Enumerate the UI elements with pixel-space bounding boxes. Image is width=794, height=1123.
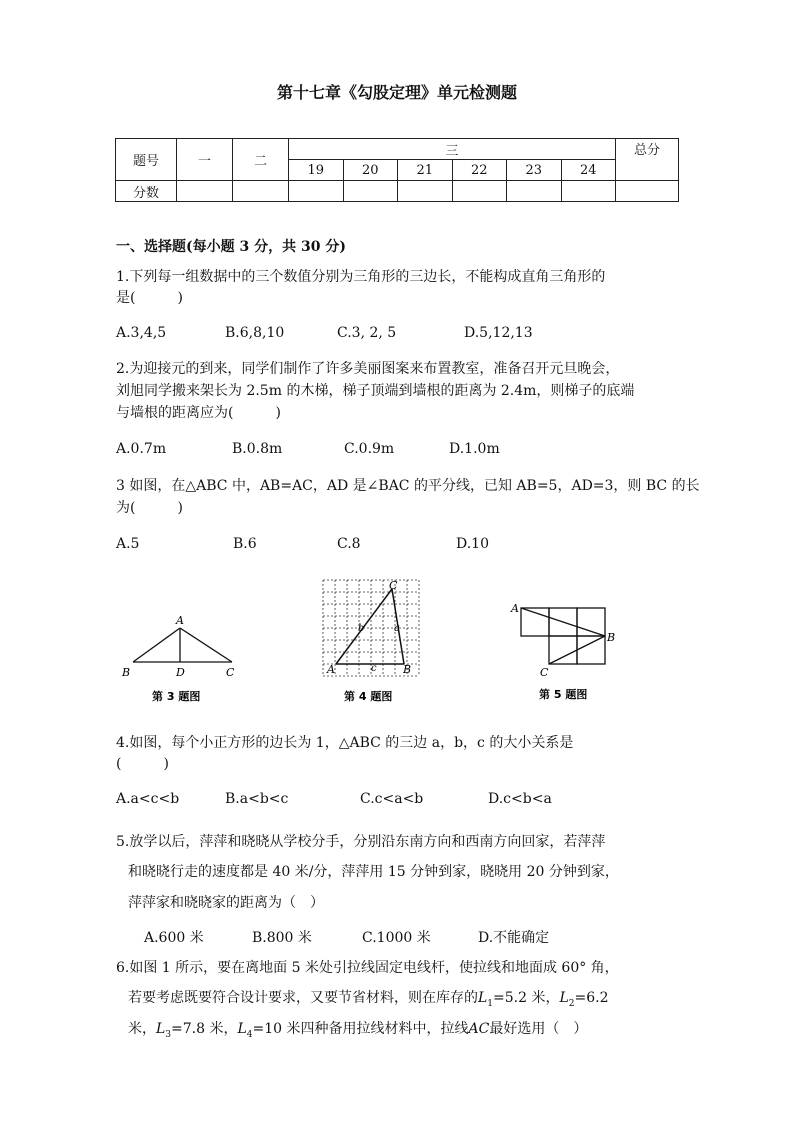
- header-part-2: 二: [233, 139, 289, 181]
- score-cell: [452, 181, 507, 202]
- f4-label-c: C: [389, 579, 398, 592]
- q6-v3: =7.8 米，: [171, 1021, 238, 1037]
- f4-label-b: B: [403, 663, 412, 676]
- f3-label-b: B: [122, 666, 131, 679]
- q2-option-d: D.1.0m: [449, 441, 500, 457]
- q6-line2-text: 若要考虑既要符合设计要求，又要节省材料，则在库存的: [128, 990, 478, 1006]
- score-cell: [616, 181, 679, 202]
- q6-v4: =10 米四种备用拉线材料中，拉线: [252, 1021, 469, 1037]
- page-title: 第十七章《勾股定理》单元检测题: [276, 83, 517, 102]
- score-cell: [289, 181, 344, 202]
- q3-line1: 3 如图，在△ABC 中，AB=AC，AD 是∠BAC 的平分线，已知 AB=5，AD=3，则 BC 的长: [116, 478, 700, 494]
- q4-line1: 4.如图，每个小正方形的边长为 1，△ABC 的三边 a，b，c 的大小关系是: [116, 735, 574, 751]
- q2-option-c: C.0.9m: [344, 441, 395, 457]
- f4-label-c-side: c: [371, 663, 377, 674]
- q2-line2: 刘旭同学搬来架长为 2.5m 的木梯，梯子顶端到墙根的距离为 2.4m，则梯子的底端: [116, 383, 635, 399]
- header-part-1: 一: [177, 139, 233, 181]
- header-q20: 20: [343, 160, 398, 181]
- q6-l3-sub: 3: [165, 1029, 172, 1040]
- row-score-label: 分数: [116, 181, 177, 202]
- figure-5: [510, 602, 615, 701]
- q1-line2: 是( ): [116, 290, 183, 306]
- q4-option-a: A.a<c<b: [116, 791, 180, 807]
- header-q19: 19: [289, 160, 344, 181]
- score-cell: [233, 181, 289, 202]
- q1-line1: 1.下列每一组数据中的三个数值分别为三角形的三边长，不能构成直角三角形的: [116, 269, 606, 285]
- score-cell: [398, 181, 453, 202]
- q5-option-b: B.800 米: [252, 930, 312, 946]
- q5-option-a: A.600 米: [144, 930, 204, 946]
- q6-v2: =6.2: [574, 990, 609, 1006]
- q3-line2: 为( ): [116, 500, 183, 516]
- caption-figure-3: 第 3 题图: [152, 690, 201, 703]
- q6-line1: 6.如图 1 所示，要在离地面 5 米处引拉线固定电线杆，使拉线和地面成 60° 角，: [116, 960, 619, 976]
- header-tihao: 题号: [116, 139, 177, 181]
- q6-l1: L: [478, 990, 488, 1006]
- q4-option-c: C.c<a<b: [360, 791, 424, 807]
- q6-line3: [128, 1019, 587, 1046]
- f5-label-b: B: [607, 631, 616, 644]
- figure-3: [121, 614, 235, 703]
- f5-label-a: A: [511, 602, 519, 615]
- q6-l2-sub: 2: [568, 998, 575, 1009]
- f3-label-d: D: [176, 666, 185, 679]
- q6-l2: L: [559, 990, 569, 1006]
- q6-line3-end: 最好选用（ ）: [489, 1021, 588, 1037]
- q2-option-a: A.0.7m: [116, 441, 167, 457]
- q6-l3: L: [156, 1021, 166, 1037]
- header-q23: 23: [507, 160, 562, 181]
- q4-line2: ( ): [116, 756, 169, 772]
- score-cell: [561, 181, 616, 202]
- header-q21: 21: [398, 160, 453, 181]
- q5-line2: 和晓晓行走的速度都是 40 米/分，萍萍用 15 分钟到家，晓晓用 20 分钟到家，: [128, 864, 619, 880]
- figures-area: [110, 570, 630, 715]
- q6-l1-sub: 1: [487, 998, 494, 1009]
- q6-ac: AC: [468, 1021, 490, 1037]
- q5-line3: 萍萍家和晓晓家的距离为（ ）: [128, 895, 324, 911]
- q5-option-d: D.不能确定: [478, 930, 550, 946]
- f3-label-a: A: [176, 614, 184, 627]
- header-total: 总分: [616, 139, 679, 181]
- score-cell: [507, 181, 562, 202]
- score-cell: [343, 181, 398, 202]
- header-part-3: 三: [289, 139, 616, 160]
- q2-line1: 2.为迎接元的到来，同学们制作了许多美丽图案来布置教室，准备召开元旦晚会，: [116, 361, 620, 377]
- f4-label-b-side: b: [358, 623, 365, 634]
- figure-4: [323, 579, 419, 703]
- q3-option-d: D.10: [456, 536, 489, 552]
- q2-option-b: B.0.8m: [232, 441, 283, 457]
- q6-line2: [128, 988, 609, 1015]
- q6-line3a: 米，: [128, 1021, 156, 1037]
- q3-option-c: C.8: [337, 536, 361, 552]
- section-heading: 一、选择题(每小题 3 分，共 30 分): [116, 239, 346, 255]
- score-table: [115, 138, 679, 202]
- f4-label-a-side: a: [394, 623, 400, 634]
- caption-figure-4: 第 4 题图: [344, 690, 393, 703]
- q1-option-d: D.5,12,13: [464, 325, 533, 341]
- q5-option-c: C.1000 米: [362, 930, 431, 946]
- caption-figure-5: 第 5 题图: [539, 688, 588, 701]
- q3-option-a: A.5: [116, 536, 140, 552]
- header-q24: 24: [561, 160, 616, 181]
- q4-option-b: B.a<b<c: [225, 791, 289, 807]
- q3-option-b: B.6: [233, 536, 257, 552]
- f5-label-c: C: [540, 666, 549, 679]
- q6-l4-sub: 4: [246, 1029, 253, 1040]
- header-q22: 22: [452, 160, 507, 181]
- q1-option-a: A.3,4,5: [116, 325, 167, 341]
- f3-label-c: C: [226, 666, 235, 679]
- q2-line3: 与墙根的距离应为( ): [116, 405, 281, 421]
- q4-option-d: D.c<b<a: [488, 791, 552, 807]
- q6-l4: L: [237, 1021, 247, 1037]
- q1-option-b: B.6,8,10: [225, 325, 285, 341]
- q1-option-c: C.3, 2, 5: [337, 325, 397, 341]
- score-cell: [177, 181, 233, 202]
- q5-line1: 5.放学以后，萍萍和晓晓从学校分手，分别沿东南方向和西南方向回家，若萍萍: [116, 834, 606, 850]
- q6-v1: =5.2 米，: [493, 990, 560, 1006]
- f4-label-a: A: [327, 663, 335, 676]
